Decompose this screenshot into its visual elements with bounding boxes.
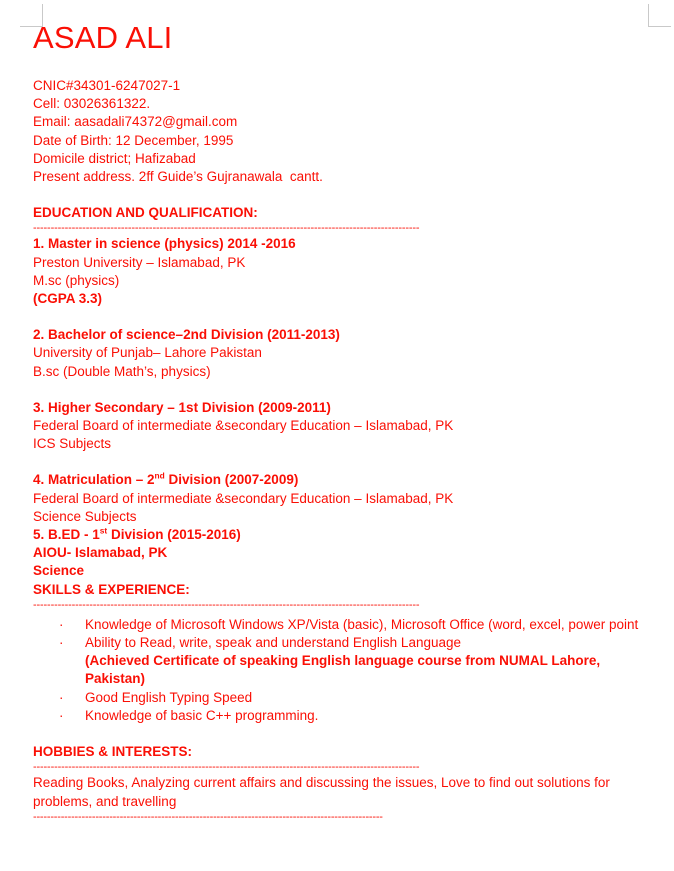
education-entry-line: Federal Board of intermediate &secondary Education – Islamabad, PK: [33, 418, 454, 434]
list-item-text: Knowledge of Microsoft Windows XP/Vista (basic), Microsoft Office (word, excel, power point: [85, 616, 639, 632]
education-entry-title-text: 4. Matriculation – 2: [33, 472, 155, 488]
education-entry-line: University of Punjab– Lahore Pakistan: [33, 345, 262, 361]
education-entry-title-text: 1. Master in science (physics) 2014 -2016: [33, 236, 296, 252]
spacer-entry-2: [33, 381, 663, 399]
bullet-icon: ·: [59, 616, 64, 632]
education-entry-1: [33, 235, 663, 308]
education-entry-line: Science: [33, 563, 85, 579]
spacer-after-skills: [33, 725, 663, 743]
bullet-icon: ·: [59, 635, 64, 651]
education-entry-line: M.sc (physics): [33, 272, 120, 288]
resume-document: [33, 0, 663, 824]
education-entry-title: [33, 526, 663, 544]
contact-block: [33, 77, 663, 186]
education-entry-title-suffix: Division (2007-2009): [164, 472, 299, 488]
education-entry-title-text: 3. Higher Secondary – 1st Division (2009-2011): [33, 399, 331, 415]
bullet-icon: ·: [59, 707, 64, 723]
contact-line-domicile: Domicile district; Hafizabad: [33, 150, 196, 166]
spacer-entry-1: [33, 308, 663, 326]
contact-line-dob: Date of Birth: 12 December, 1995: [33, 132, 234, 148]
education-entry-title: [33, 235, 663, 253]
ordinal-suffix: st: [99, 525, 108, 536]
list-item: [33, 689, 663, 707]
skills-list: [33, 616, 663, 725]
education-entry-line: Federal Board of intermediate &secondary Education – Islamabad, PK: [33, 490, 454, 506]
list-item-text: Ability to Read, write, speak and understand English Language: [85, 635, 461, 651]
section-heading-hobbies: HOBBIES & INTERESTS:: [33, 744, 193, 760]
education-entry-line: (CGPA 3.3): [33, 291, 103, 307]
education-entry-title-text: 5. B.ED - 1: [33, 527, 100, 543]
list-item-text: Good English Typing Speed: [85, 689, 253, 705]
list-item: [33, 634, 663, 689]
divider-closing: -----------------------------------------------------------------------------------------------------: [33, 810, 383, 823]
contact-line-address: Present address. 2ff Guide’s Gujranawala cantt.: [33, 169, 323, 185]
education-entry-2: [33, 326, 663, 381]
list-item: [33, 616, 663, 634]
education-entry-line: Science Subjects: [33, 508, 137, 524]
education-entry-line: AIOU- Islamabad, PK: [33, 545, 168, 561]
page-title: ASAD ALI: [33, 20, 173, 55]
education-entry-line: ICS Subjects: [33, 436, 112, 452]
education-entry-4: [33, 471, 663, 526]
bullet-icon: ·: [59, 689, 64, 705]
section-heading-education: EDUCATION AND QUALIFICATION:: [33, 205, 258, 221]
education-entry-line: B.sc (Double Math’s, physics): [33, 363, 211, 379]
divider-skills: --------------------------------------------------------------------------------------------------------------: [33, 598, 420, 611]
section-heading-skills: SKILLS & EXPERIENCE:: [33, 581, 190, 597]
contact-line-cell: Cell: 03026361322.: [33, 96, 151, 112]
list-item-subtext: (Achieved Certificate of speaking English language course from NUMAL Lahore, Pakistan): [85, 653, 601, 687]
education-entry-title: [33, 326, 663, 344]
ordinal-suffix: nd: [154, 470, 165, 481]
hobbies-body: Reading Books, Analyzing current affairs and discussing the issues, Love to find out solutions for problems, and travelling: [33, 775, 610, 809]
list-item: [33, 707, 663, 725]
education-entry-title: [33, 471, 663, 489]
education-entry-title-suffix: Division (2015-2016): [107, 527, 241, 543]
education-entry-5: [33, 526, 663, 581]
education-entry-line: Preston University – Islamabad, PK: [33, 254, 246, 270]
contact-line-email: Email: aasadali74372@gmail.com: [33, 114, 238, 130]
list-item-text: Knowledge of basic C++ programming.: [85, 707, 319, 723]
contact-line-cnic: CNIC#34301-6247027-1: [33, 78, 181, 93]
divider-education: --------------------------------------------------------------------------------------------------------------: [33, 222, 420, 235]
spacer-after-contact: [33, 186, 663, 204]
education-entry-title: [33, 399, 663, 417]
divider-hobbies: --------------------------------------------------------------------------------------------------------------: [33, 761, 420, 774]
education-entry-3: [33, 399, 663, 454]
education-entry-title-text: 2. Bachelor of science–2nd Division (2011-2013): [33, 327, 340, 343]
spacer-entry-3: [33, 453, 663, 471]
